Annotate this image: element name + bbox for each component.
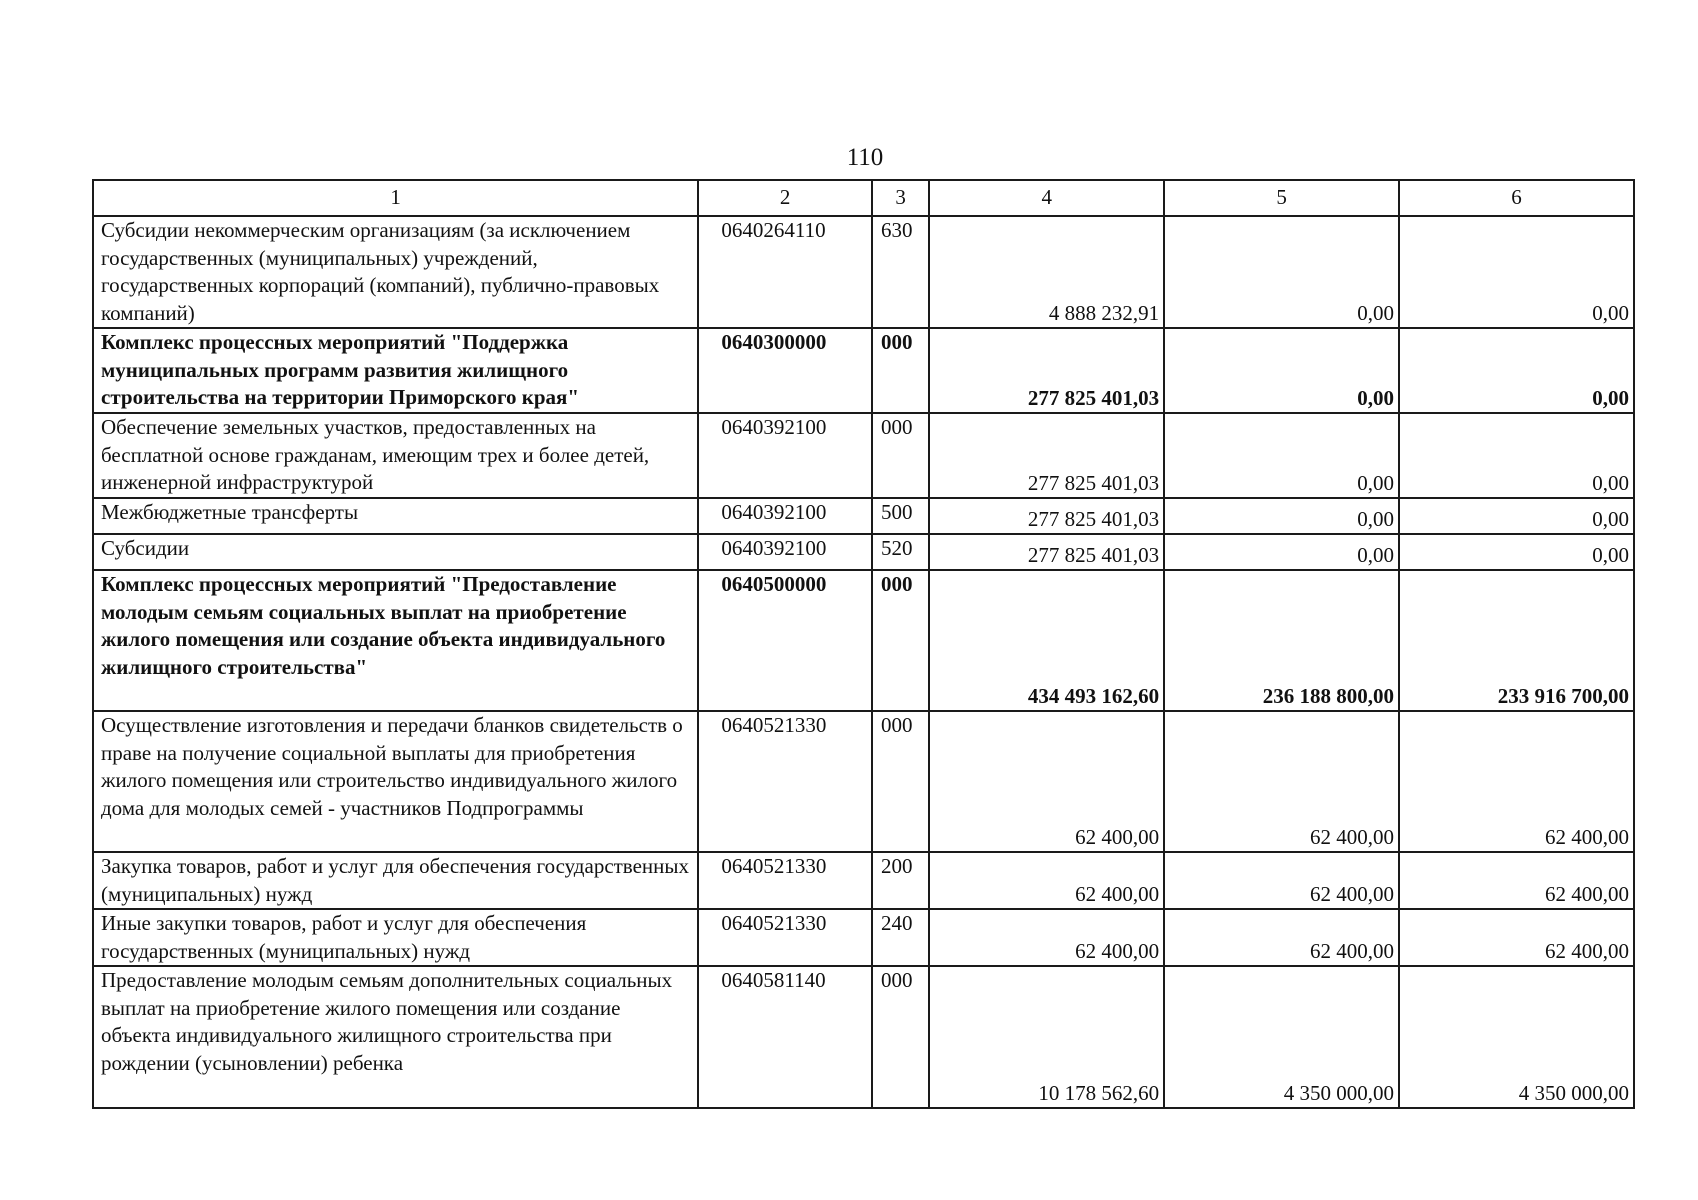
amount-col-4: 62 400,00 — [929, 852, 1164, 909]
target-article-code: 0640392100 — [698, 413, 872, 498]
amount-col-5: 0,00 — [1164, 534, 1399, 570]
item-name: Предоставление молодым семьям дополнительных социальных выплат на приобретение жилого помещения или создание объекта индивидуального жилищного строительства при рождении (усыновлении) ребенка — [93, 966, 698, 1108]
table-row — [93, 534, 1634, 570]
amount-col-5: 0,00 — [1164, 413, 1399, 498]
amount-col-4: 62 400,00 — [929, 909, 1164, 966]
table-row — [93, 711, 1634, 852]
expense-type-code: 000 — [872, 966, 929, 1108]
amount-col-5: 236 188 800,00 — [1164, 570, 1399, 711]
column-header: 6 — [1399, 180, 1634, 216]
amount-col-6: 4 350 000,00 — [1399, 966, 1634, 1108]
amount-col-6: 0,00 — [1399, 216, 1634, 328]
target-article-code: 0640500000 — [698, 570, 872, 711]
amount-col-5: 0,00 — [1164, 216, 1399, 328]
expense-type-code: 240 — [872, 909, 929, 966]
amount-col-4: 277 825 401,03 — [929, 534, 1164, 570]
item-name: Субсидии некоммерческим организациям (за исключением государственных (муниципальных) учреждений, государственных корпораций (компаний), публично-правовых компаний) — [93, 216, 698, 328]
table-row — [93, 852, 1634, 909]
table-row — [93, 498, 1634, 534]
amount-col-5: 0,00 — [1164, 498, 1399, 534]
amount-col-4: 62 400,00 — [929, 711, 1164, 852]
item-name: Обеспечение земельных участков, предоставленных на бесплатной основе гражданам, имеющим трех и более детей, инженерной инфраструктурой — [93, 413, 698, 498]
amount-col-6: 62 400,00 — [1399, 711, 1634, 852]
expense-type-code: 200 — [872, 852, 929, 909]
expense-type-code: 000 — [872, 328, 929, 413]
amount-col-4: 277 825 401,03 — [929, 498, 1164, 534]
expense-type-code: 000 — [872, 711, 929, 852]
table-row — [93, 413, 1634, 498]
amount-col-5: 62 400,00 — [1164, 909, 1399, 966]
target-article-code: 0640521330 — [698, 711, 872, 852]
column-header: 5 — [1164, 180, 1399, 216]
item-name: Межбюджетные трансферты — [93, 498, 698, 534]
amount-col-5: 4 350 000,00 — [1164, 966, 1399, 1108]
table-row — [93, 216, 1634, 328]
amount-col-4: 277 825 401,03 — [929, 328, 1164, 413]
table-row — [93, 328, 1634, 413]
expense-type-code: 520 — [872, 534, 929, 570]
target-article-code: 0640300000 — [698, 328, 872, 413]
table-row — [93, 909, 1634, 966]
column-number-row — [93, 180, 1634, 216]
amount-col-6: 0,00 — [1399, 534, 1634, 570]
column-header: 2 — [698, 180, 872, 216]
target-article-code: 0640521330 — [698, 852, 872, 909]
table-row — [93, 570, 1634, 711]
target-article-code: 0640392100 — [698, 534, 872, 570]
item-name: Комплекс процессных мероприятий "Предоставление молодым семьям социальных выплат на приобретение жилого помещения или создание объекта индивидуального жилищного строительства" — [93, 570, 698, 711]
item-name: Субсидии — [93, 534, 698, 570]
column-header: 3 — [872, 180, 929, 216]
amount-col-6: 62 400,00 — [1399, 909, 1634, 966]
column-header: 4 — [929, 180, 1164, 216]
amount-col-6: 62 400,00 — [1399, 852, 1634, 909]
amount-col-4: 277 825 401,03 — [929, 413, 1164, 498]
target-article-code: 0640581140 — [698, 966, 872, 1108]
amount-col-6: 0,00 — [1399, 413, 1634, 498]
item-name: Комплекс процессных мероприятий "Поддержка муниципальных программ развития жилищного строительства на территории Приморского края" — [93, 328, 698, 413]
amount-col-6: 0,00 — [1399, 328, 1634, 413]
expense-type-code: 630 — [872, 216, 929, 328]
expense-type-code: 000 — [872, 413, 929, 498]
item-name: Закупка товаров, работ и услуг для обеспечения государственных (муниципальных) нужд — [93, 852, 698, 909]
expense-type-code: 000 — [872, 570, 929, 711]
amount-col-6: 233 916 700,00 — [1399, 570, 1634, 711]
amount-col-5: 62 400,00 — [1164, 852, 1399, 909]
amount-col-5: 0,00 — [1164, 328, 1399, 413]
page-number: 110 — [846, 144, 884, 171]
table-row — [93, 966, 1634, 1108]
column-header: 1 — [93, 180, 698, 216]
item-name: Иные закупки товаров, работ и услуг для обеспечения государственных (муниципальных) нужд — [93, 909, 698, 966]
amount-col-6: 0,00 — [1399, 498, 1634, 534]
item-name: Осуществление изготовления и передачи бланков свидетельств о праве на получение социальной выплаты для приобретения жилого помещения или строительство индивидуального жилого дома для молодых семей - участников Подпрограммы — [93, 711, 698, 852]
expense-type-code: 500 — [872, 498, 929, 534]
target-article-code: 0640264110 — [698, 216, 872, 328]
target-article-code: 0640392100 — [698, 498, 872, 534]
amount-col-4: 10 178 562,60 — [929, 966, 1164, 1108]
amount-col-4: 4 888 232,91 — [929, 216, 1164, 328]
target-article-code: 0640521330 — [698, 909, 872, 966]
budget-table — [92, 179, 1635, 1109]
amount-col-4: 434 493 162,60 — [929, 570, 1164, 711]
amount-col-5: 62 400,00 — [1164, 711, 1399, 852]
